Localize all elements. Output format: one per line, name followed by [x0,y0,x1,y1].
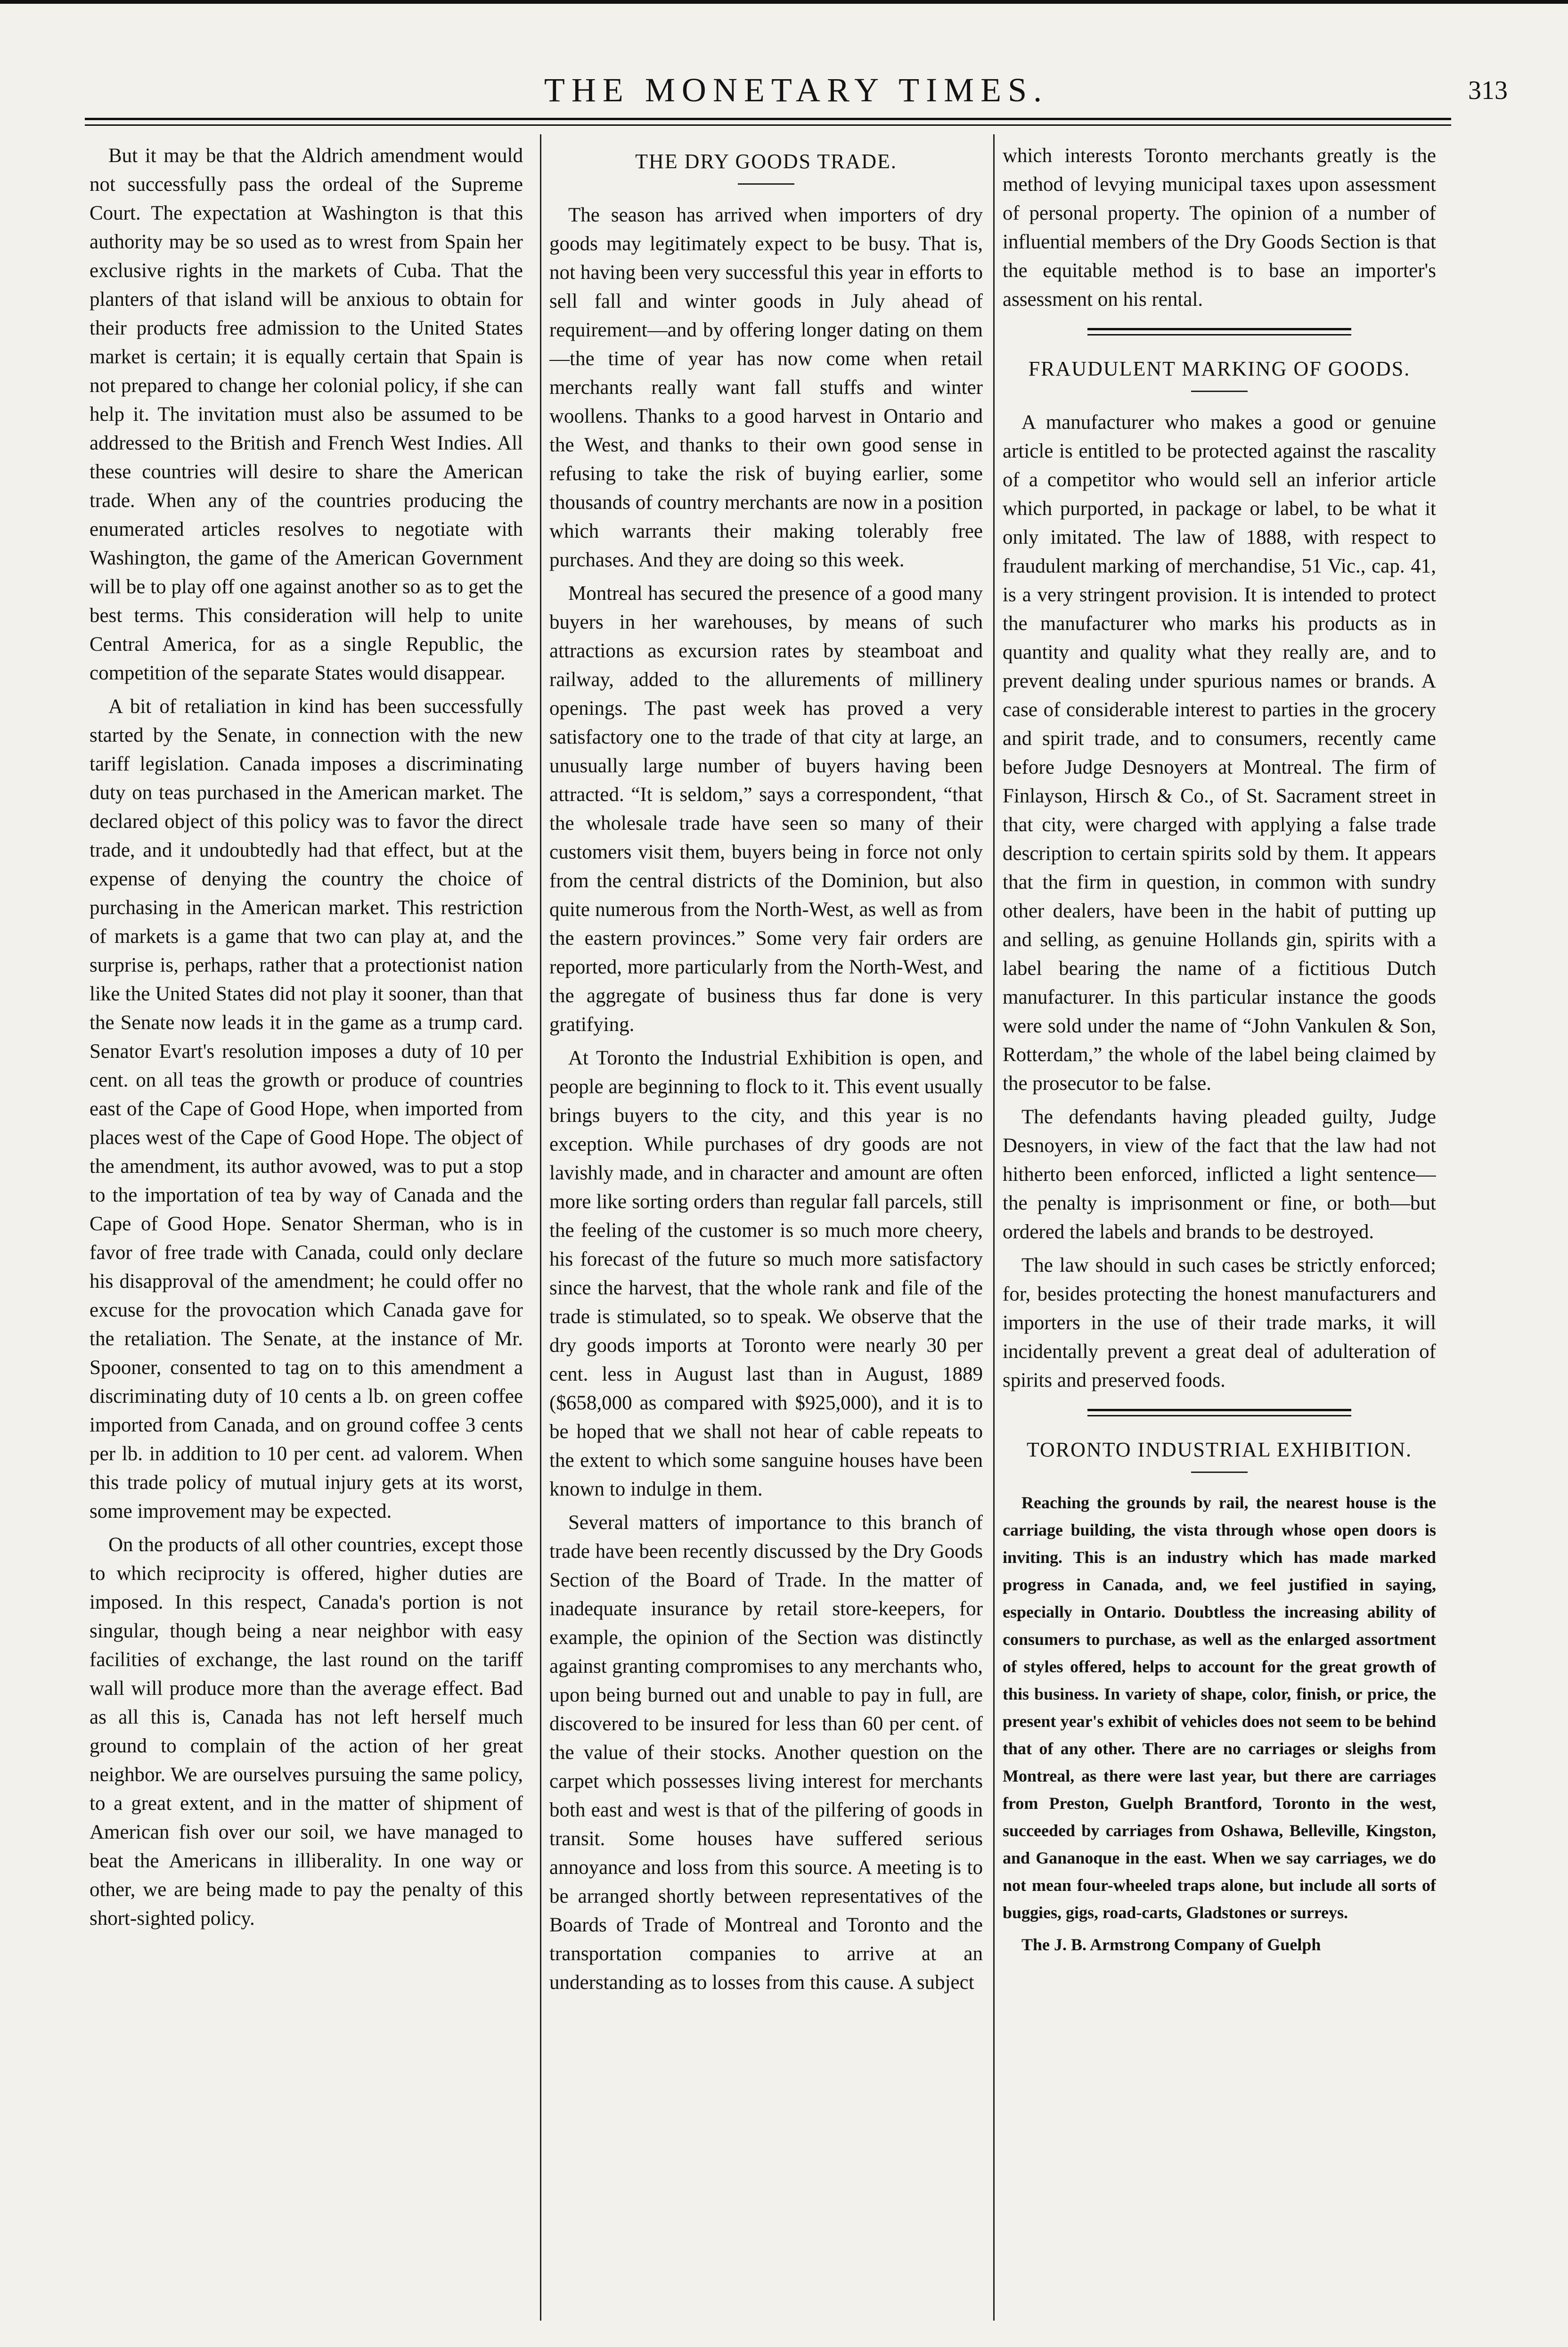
column-2 [549,141,983,2328]
masthead-title: THE MONETARY TIMES. [544,71,1049,109]
col3-paragraph: The defendants having pleaded guilty, Judge Desnoyers, in view of the fact that the law had not hitherto been enforced, inflicted a light sentence—the penalty is imprisonment or fine, or both—but ordered the labels and brands to be destroyed. [1003,1106,1436,1243]
col2-paragraph: Montreal has secured the presence of a good many buyers in her warehouses, by means of such attractions as excursion rates by steamboat and railway, added to the allurements of millinery openings. The past week has proved a very satisfactory one to the trade of that city at large, an unusually large number of buyers having been attracted. “It is seldom,” says a correspondent, “that the wholesale trade have seen so many of their customers visit them, buyers being in force not only from the central districts of the Dominion, but also quite numerous from the North-West, as well as from the eastern provinces.” Some very fair orders are reported, more particularly from the North-West, and the aggregate of business thus far done is very gratifying. [549,582,983,1036]
page-number: 313 [1468,76,1508,105]
column-3 [1003,141,1436,2328]
page-header [85,71,1508,113]
header-rule-thin [85,124,1451,126]
col1-paragraph: A bit of retaliation in kind has been successfully started by the Senate, in connection with the new tariff legislation. Canada imposes a discriminating duty on teas purchased in the American market. The declared object of this policy was to favor the direct trade, and it undoubtedly had that effect, but at the expense of denying the country the choice of purchasing in the American market. This restriction of markets is a game that two can play at, and the surprise is, perhaps, rather that a protectionist nation like the United States did not play it sooner, than that the Senate now leads it in the game as a trump card. Senator Evart's resolution imposes a duty of 10 per cent. on all teas the growth or produce of countries east of the Cape of Good Hope, when imported from places west of the Cape of Good Hope. The object of the amendment, its author avowed, was to put a stop to the importation of tea by way of Canada and the Cape of Good Hope. Senator Sherman, who is in favor of free trade with Canada, could only declare his disapproval of the amendment; he could offer no excuse for the provocation which Canada gave for the retaliation. The Senate, at the instance of Mr. Spooner, consented to tag on to this amendment a discriminating duty of 10 cents a lb. on green coffee imported from Canada, and on ground coffee 3 cents per lb. in addition to 10 per cent. ad valorem. When this trade policy of mutual injury gets at its worst, some improvement may be expected. [90,695,523,1522]
article-heading-fraudulent-marking: FRAUDULENT MARKING OF GOODS. [1028,357,1411,380]
top-border-rule [0,0,1568,4]
col1-paragraph: On the products of all other countries, except those to which reciprocity is offered, higher duties are imposed. In this respect, Canada's portion is not singular, though being a near neighbor with easy facilities of exchange, the last round on the tariff wall will produce more than the average effect. Bad as all this is, Canada has not left herself much ground to complain of the action of her great neighbor. We are ourselves pursuing the same policy, to a great extent, and in the matter of shipment of American fish over our soil, we have managed to beat the Americans in illiberality. In one way or other, we are being made to pay the penalty of this short-sighted policy. [90,1534,523,1930]
column-1 [90,141,523,2328]
col3-paragraph: The J. B. Armstrong Company of Guelph [1021,1935,1321,1954]
col1-paragraph: But it may be that the Aldrich amendment would not successfully pass the ordeal of the Supreme Court. The expectation at Washington is that this authority may be so used as to wrest from Spain her exclusive rights in the markets of Cuba. That the planters of that island will be anxious to obtain for their products free admission to the United States market is certain; it is equally certain that Spain is not prepared to change her colonial policy, if she can help it. The invitation must also be assumed to be addressed to the British and French West Indies. All these countries will desire to share the American trade. When any of the countries producing the enumerated articles resolves to negotiate with Washington, the game of the American Government will be to play off one against another so as to get the best terms. This consideration will help to unite Central America, for as a single Republic, the competition of the separate States would disappear. [90,145,523,684]
col3-paragraph: which interests Toronto merchants greatly is the method of levying municipal taxes upon assessment of personal property. The opinion of a number of influential members of the Dry Goods Section is that the equitable method is to base an importer's assessment on his rental. [1003,145,1436,311]
heading-underline [1191,391,1248,392]
article-heading-toronto-exhibition: TORONTO INDUSTRIAL EXHIBITION. [1026,1438,1413,1461]
column-divider-2 [993,134,995,2321]
section-separator [1087,328,1351,335]
col3-paragraph: The law should in such cases be strictly enforced; for, besides protecting the honest manufacturers and importers in the use of their trade marks, it will incidentally prevent a great deal of adulteration of spirits and preserved foods. [1003,1254,1436,1391]
column-divider-1 [540,134,541,2321]
col3-paragraph: A manufacturer who makes a good or genuine article is entitled to be protected against the rascality of a competitor who would sell an inferior article which purported, in package or label, to be what it only imitated. The law of 1888, with respect to fraudulent marking of merchandise, 51 Vic., cap. 41, is a very stringent provision. It is intended to protect the manufacturer who marks his products as in quantity and quality what they really are, and to prevent dealing under spurious names or brands. A case of considerable interest to parties in the grocery and spirit trade, and to consumers, recently came before Judge Desnoyers at Montreal. The firm of Finlayson, Hirsch & Co., of St. Sacrament street in that city, were charged with applying a false trade description to certain spirits sold by them. It appears that the firm in question, in common with sundry other dealers, have been in the habit of putting up and selling, as genuine Hollands gin, spirits with a label bearing the name of a fictitious Dutch manufacturer. In this particular instance the goods were sold under the name of “John Vankulen & Son, Rotterdam,” the whole of the label being claimed by the prosecutor to be false. [1003,411,1436,1095]
col2-paragraph: The season has arrived when importers of dry goods may legitimately expect to be busy. That is, not having been very successful this year in efforts to sell fall and winter goods in July ahead of requirement—and by offering longer dating on them—the time of year has now come when retail merchants really want fall stuffs and winter woollens. Thanks to a good harvest in Ontario and the West, and thanks to their own good sense in refusing to take the risk of buying earlier, some thousands of country merchants are now in a position which warrants their making tolerably free purchases. And they are doing so this week. [549,204,983,571]
section-separator [1087,1409,1351,1416]
heading-underline [1191,1472,1248,1473]
header-rule-thick [85,118,1451,120]
col2-paragraph: At Toronto the Industrial Exhibition is open, and people are beginning to flock to it. This event usually brings buyers to the city, and this year is no exception. While purchases of dry goods are not lavishly made, and in character and amount are often more like sorting orders than regular fall parcels, still the feeling of the customer is so much more cheery, his forecast of the future so much more satisfactory since the harvest, that the whole rank and file of the trade is stimulated, so to speak. We observe that the dry goods imports at Toronto were nearly 30 per cent. less in August last than in August, 1889 ($658,000 as compared with $925,000), and it is to be hoped that we shall not hear of cable repeats to the extent to which some sanguine houses have been known to indulge in them. [549,1047,983,1500]
article-heading-dry-goods: THE DRY GOODS TRADE. [635,150,897,173]
heading-underline [738,183,794,185]
col2-paragraph: Several matters of importance to this branch of trade have been recently discussed by the Dry Goods Section of the Board of Trade. In the matter of inadequate insurance by retail store-keepers, for example, the opinion of the Section was distinctly against granting compromises to any merchants who, upon being burned out and unable to pay in full, are discovered to be insured for less than 60 per cent. of the value of their stocks. Another question on the carpet which possesses living interest for merchants both east and west is that of the pilfering of goods in transit. Some houses have suffered serious annoyance and loss from this source. A meeting is to be arranged shortly between representatives of the Boards of Trade of Montreal and Toronto and the transportation companies to arrive at an understanding as to losses from this cause. A subject [549,1512,983,1994]
col3-paragraph: Reaching the grounds by rail, the nearest house is the carriage building, the vista through whose open doors is inviting. This is an industry which has made marked progress in Canada, and, we feel justified in saying, especially in Ontario. Doubtless the increasing ability of consumers to purchase, as well as the enlarged assortment of styles offered, helps to account for the great growth of this business. In variety of shape, color, finish, or price, the present year's exhibit of vehicles does not seem to be behind that of any other. There are no carriages or sleighs from Montreal, as there were last year, but there are carriages from Preston, Guelph Brantford, Toronto in the west, succeeded by carriages from Oshawa, Belleville, Kingston, and Gananoque in the east. When we say carriages, we do not mean four-wheeled traps alone, but include all sorts of buggies, gigs, road-carts, Gladstones or surreys. [1003,1493,1436,1922]
